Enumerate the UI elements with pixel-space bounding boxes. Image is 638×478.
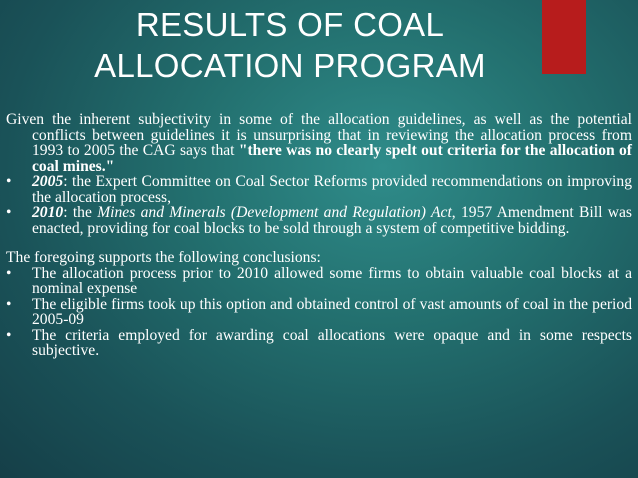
intro-text: Given the inherent subjectivity in some of the allocation guidelines, as well as the potential conflicts between guidelines it is unsurprising that in reviewing the allocation process from 1993 to 2005 the CAG says that: [6, 111, 632, 159]
bullet-item-2010: [6, 205, 632, 236]
conclusion-text: The eligible firms took up this option and obtained control of vast amounts of coal in the period 2005-09: [32, 295, 632, 328]
bullet-year: 2010: [32, 204, 64, 221]
bullet-dot: •: [6, 295, 12, 313]
bullet-pre-text: : the: [63, 204, 98, 221]
bullet-year: 2005: [32, 173, 64, 190]
conclusion-item: [6, 297, 632, 328]
bullet-dot: •: [6, 204, 12, 221]
accent-bar: [542, 0, 586, 74]
conclusions-heading: The foregoing supports the following conclusions:: [6, 249, 321, 266]
slide-title-line-1: RESULTS OF COAL: [135, 6, 445, 43]
bullet-text: , 1957 Amendment Bill was enacted, providing for coal blocks to be sold through a system of competitive bidding.: [32, 204, 632, 237]
bullet-text: : the Expert Committee on Coal Sector Reforms provided recommendations on improving the allocation process,: [32, 173, 632, 206]
bullet-dot: •: [6, 264, 12, 282]
conclusion-text: The allocation process prior to 2010 allowed some firms to obtain valuable coal blocks at a nominal expense: [32, 264, 632, 297]
conclusion-item: [6, 328, 632, 359]
act-name: Mines and Minerals (Development and Regulation) Act: [97, 204, 452, 221]
bullet-dot: •: [6, 326, 12, 344]
bullet-dot: •: [6, 173, 12, 190]
intro-quote: "there was no clearly spelt out criteria for the allocation of coal mines.": [32, 142, 632, 175]
intro-paragraph: [6, 112, 632, 174]
conclusion-item: [6, 266, 632, 297]
slide-title-line-2: ALLOCATION PROGRAM: [94, 47, 486, 84]
slide-title: [60, 4, 520, 86]
slide-body: [6, 112, 632, 359]
conclusion-text: The criteria employed for awarding coal allocations were opaque and in some respects subjective.: [32, 326, 632, 359]
bullet-item-2005: [6, 174, 632, 205]
spacer: [6, 236, 632, 250]
